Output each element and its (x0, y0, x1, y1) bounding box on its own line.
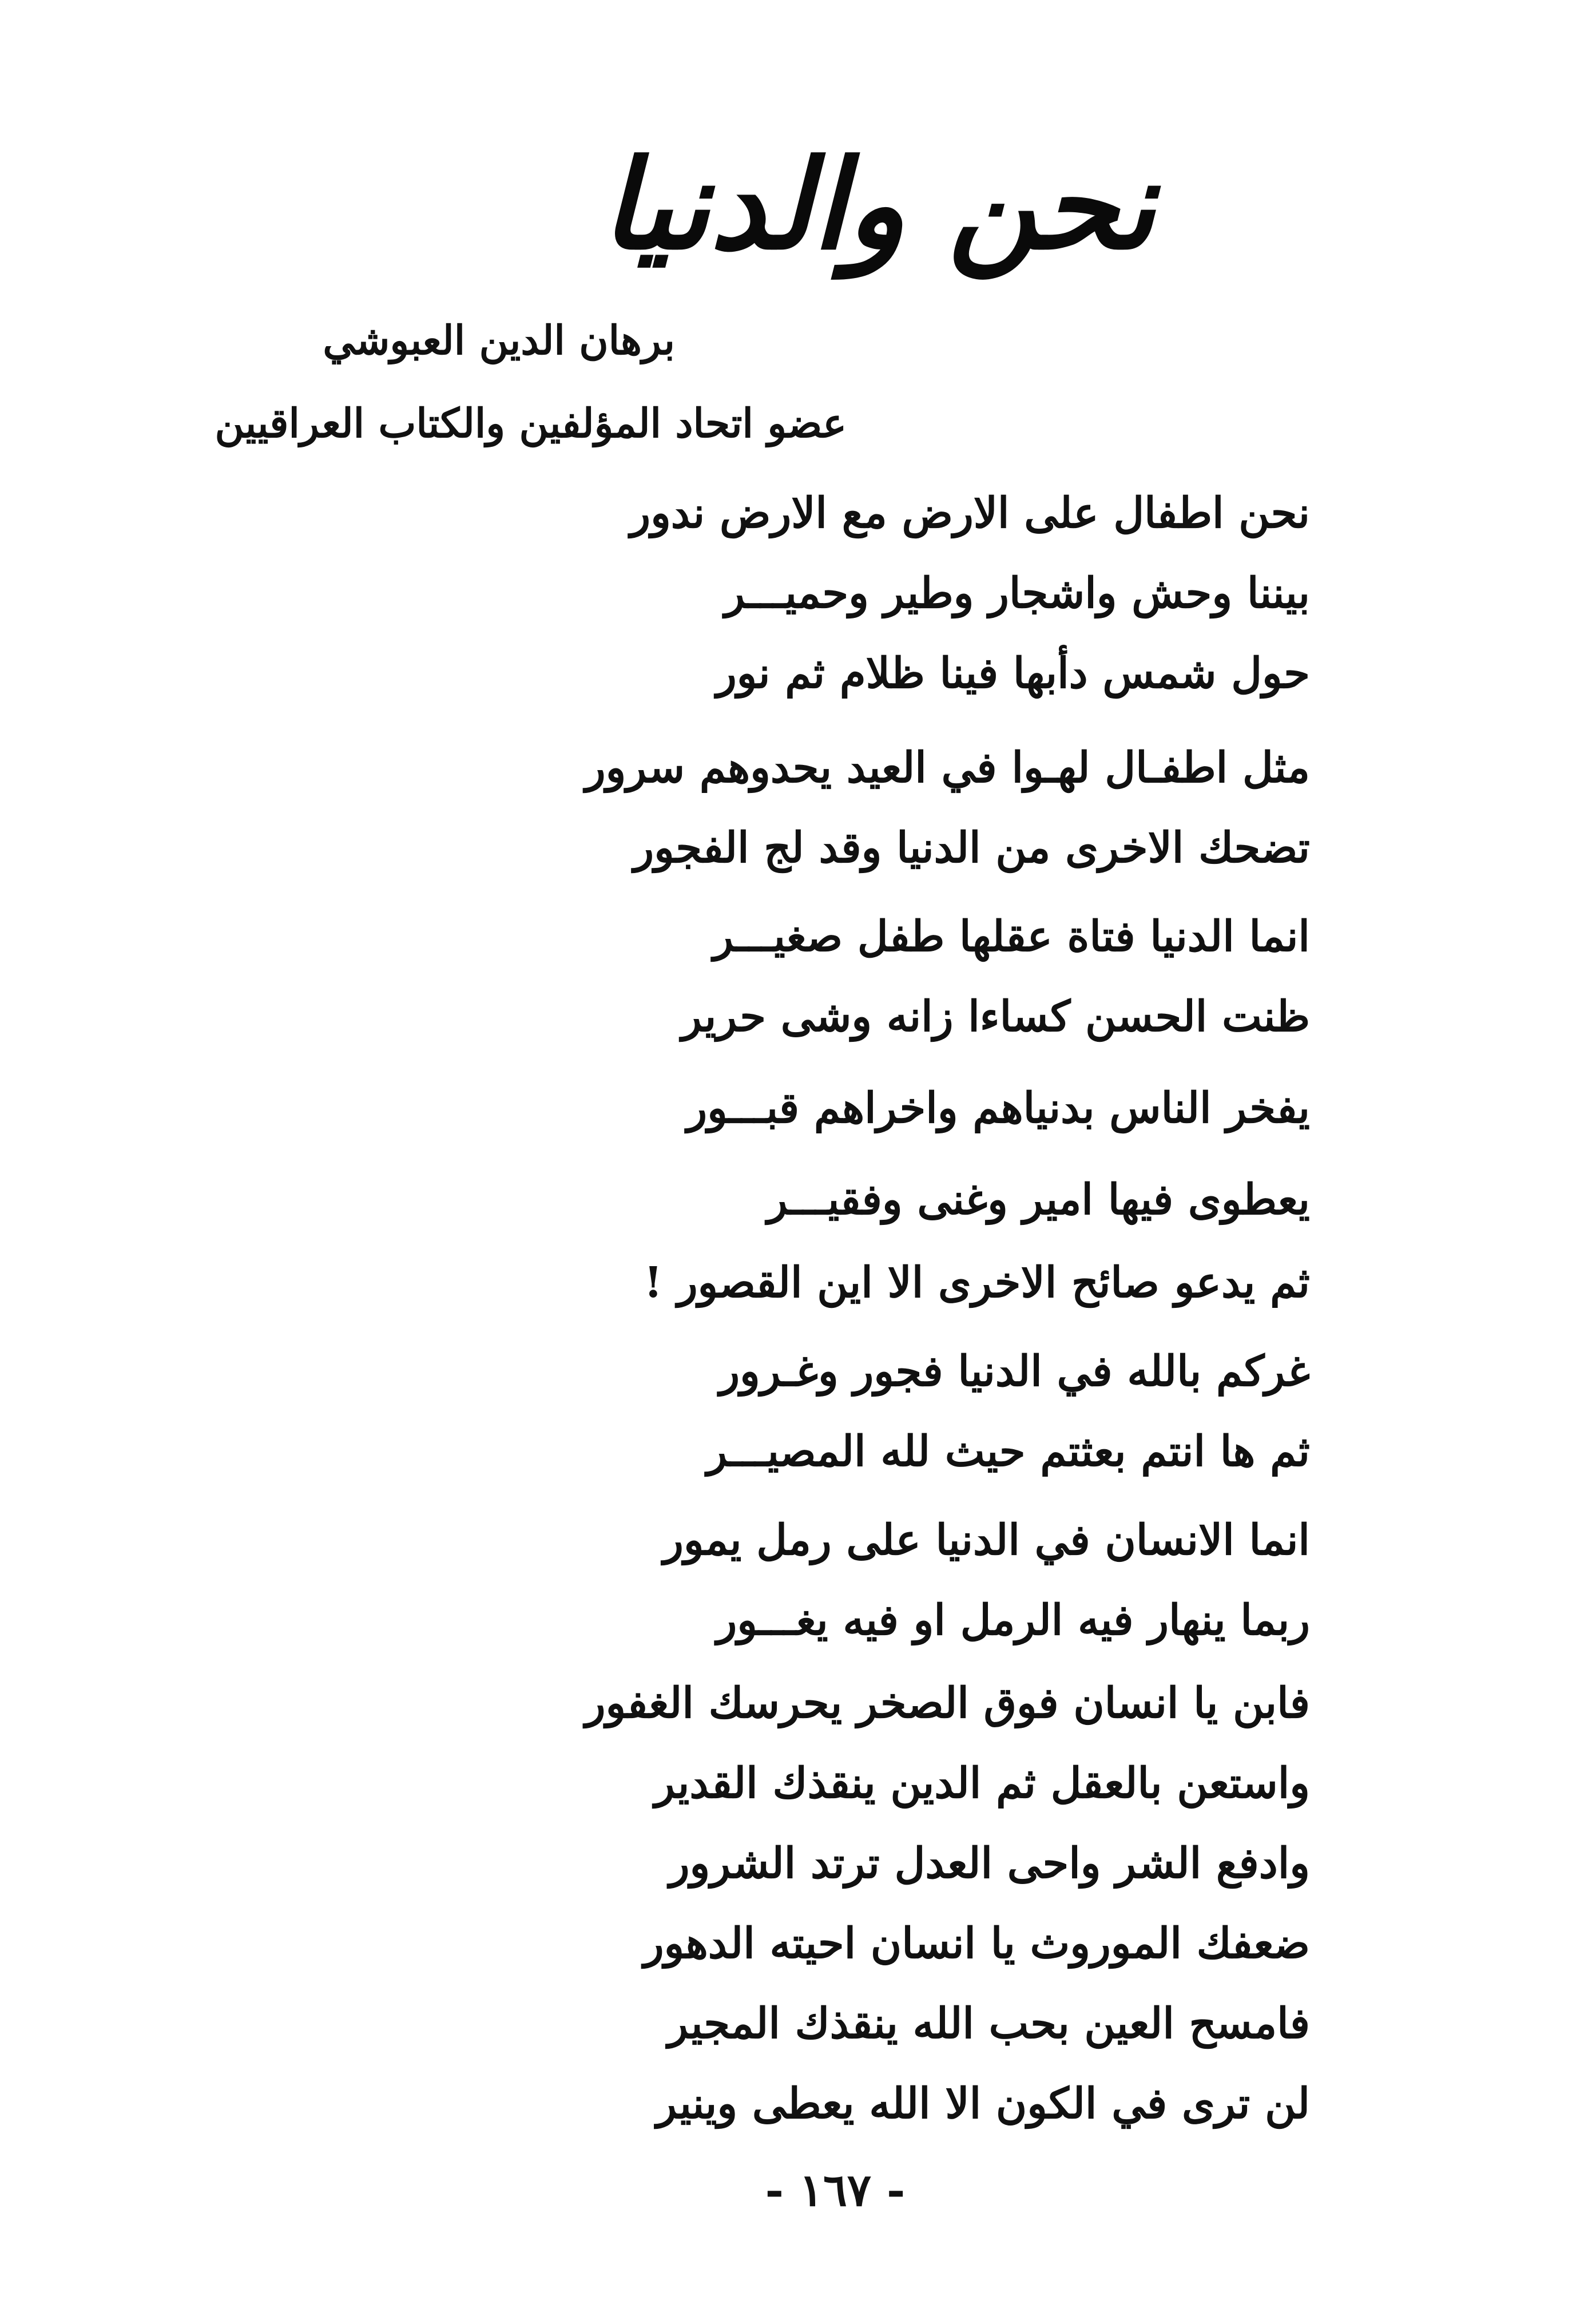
verse-line: لن ترى في الكون الا الله يعطى وينير (656, 2079, 1310, 2128)
author-affiliation: عضو اتحاد المؤلفين والكتاب العراقيين (215, 399, 847, 447)
verse-line: فابن يا انسان فوق الصخر يحرسك الغفور (585, 1679, 1310, 1728)
verse-line: ربما ينهار فيه الرمل او فيه يغـــور (716, 1596, 1310, 1645)
page-number: - ١٦٧ - (765, 2164, 906, 2216)
verse-line: انما الانسان في الدنيا على رمل يمور (663, 1516, 1310, 1565)
verse-line: يعطوى فيها امير وغنى وفقيـــر (767, 1175, 1310, 1224)
verse-line: يفخر الناس بدنياهم واخراهم قبـــور (686, 1084, 1310, 1133)
verse-line: ضعفك الموروث يا انسان احيته الدهور (643, 1919, 1310, 1968)
verse-line: مثل اطفـال لهـوا في العيد يحدوهم سرور (585, 743, 1310, 792)
verse-line: حول شمس دأبها فينا ظلام ثم نور (716, 649, 1310, 698)
verse-line: ثم يدعو صائح الاخرى الا اين القصور ! (644, 1258, 1310, 1307)
verse-line: نحن اطفال على الارض مع الارض ندور (630, 489, 1310, 538)
verse-line: ثم ها انتم بعثتم حيث لله المصيـــر (706, 1427, 1310, 1476)
verse-line: بيننا وحش واشجار وطير وحميـــر (724, 569, 1310, 618)
verse-line: انما الدنيا فتاة عقلها طفل صغيـــر (713, 912, 1310, 961)
verse-line: فامسح العين بحب الله ينقذك المجير (668, 1999, 1310, 2048)
verse-line: غركم بالله في الدنيا فجور وغـرور (719, 1347, 1310, 1396)
verse-line: واستعن بالعقل ثم الدين ينقذك القدير (654, 1759, 1310, 1808)
verse-line: وادفع الشر واحى العدل ترتد الشرور (669, 1839, 1310, 1888)
poem-title: نحن والدنيا (601, 132, 1156, 277)
verse-line: تضحك الاخرى من الدنيا وقد لج الفجور (633, 823, 1310, 873)
verse-line: ظنت الحسن كساءا زانه وشى حرير (681, 992, 1310, 1041)
author-name: برهان الدين العبوشي (323, 316, 675, 364)
